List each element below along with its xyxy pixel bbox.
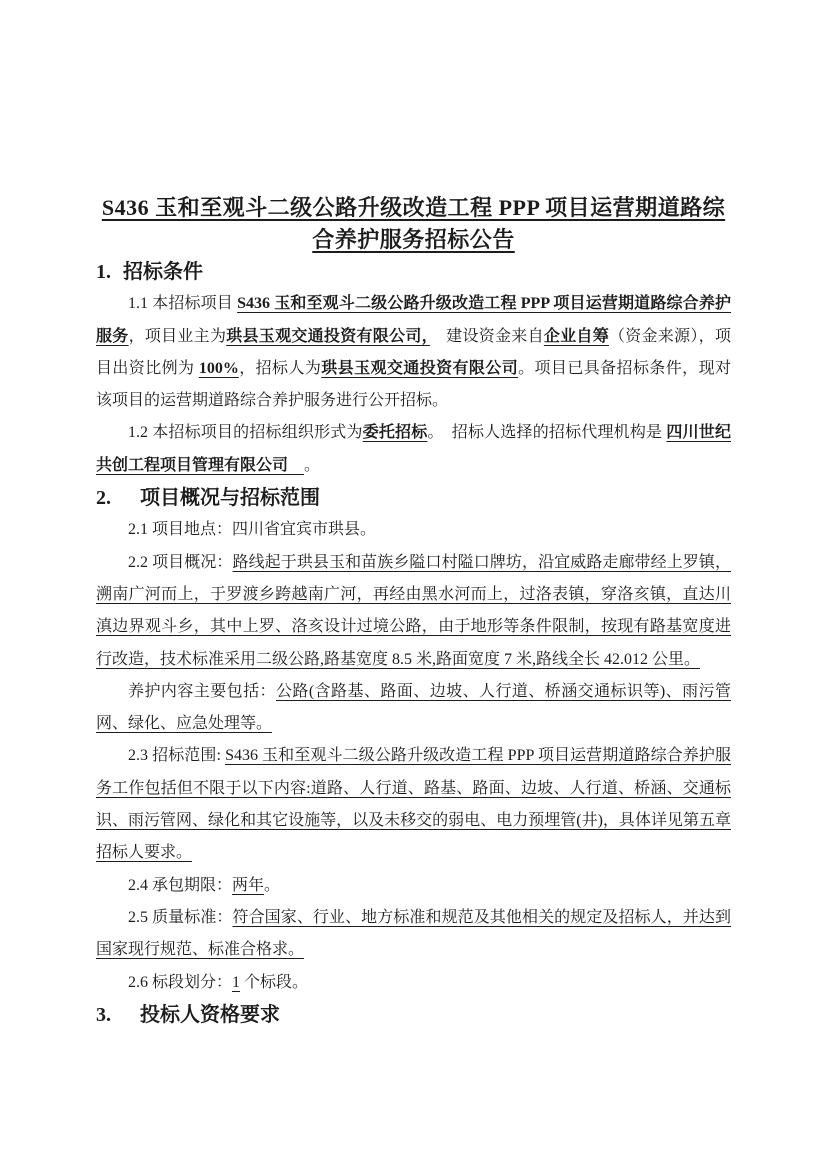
para-2-5 xyxy=(96,902,731,967)
text-run: 珙县玉观交通投资有限公司， xyxy=(226,327,430,345)
text-run: S436 玉和至观斗二级公路升级改造工程 PPP 项目运营期道路综合养护服务工作包括但不限于以下内容:道路、人行道、路基、路面、边坡、人行道、桥涵、交通标识、雨污管网、绿化和其它设施等，以及未移交的弱电、电力预埋管(井)，具体详见第五章招标人要求。 xyxy=(96,747,731,862)
text-run: 珙县玉观交通投资有限公司 xyxy=(321,359,519,377)
heading-3-label: 投标人资格要求 xyxy=(140,1003,280,1026)
text-run: 。 xyxy=(304,456,321,474)
document-title xyxy=(96,192,731,256)
text-run: S436 玉和至观斗二级公路升级改造工程 PPP 项目运营期道路综合养护服务 xyxy=(96,295,731,345)
text-run: 2.3 招标范围: xyxy=(128,747,226,765)
heading-1 xyxy=(96,256,731,288)
text-run: 100% xyxy=(198,359,239,377)
text-run: （资金来源），项目出资比例为 xyxy=(96,327,731,377)
text-run: 委托招标 xyxy=(362,424,428,442)
title-line-1: S436 玉和至观斗二级公路升级改造工程 PPP 项目运营期道路综 xyxy=(101,195,726,220)
text-run: 。 招标人选择的招标代理机构是 xyxy=(427,424,667,442)
text-run: 个标段。 xyxy=(240,973,309,991)
para-1-1 xyxy=(96,288,731,417)
text-run: 2.4 承包期限： xyxy=(128,876,233,894)
heading-2 xyxy=(96,482,731,514)
text-run: 建设资金来自 xyxy=(429,327,544,345)
text-run: 路线起于珙县玉和苗族乡隘口村隘口牌坊，沿宜威路走廊带经上罗镇，溯南广河而上，于罗渡乡跨越南广河，再经由黑水河而上，过洛表镇，穿洛亥镇，直达川滇边界观斗乡，其中上罗、洛亥设计过境公路，由于地形等条件限制，按现有路基宽度进行改造，技术标准采用二级公路,路基宽度 8.5 米,路面宽度 7 米,路线全长 42.012 公里。 xyxy=(96,553,731,668)
text-run: 养护内容主要包括： xyxy=(128,682,276,700)
text-run: 两年 xyxy=(232,876,265,894)
para-2-1 xyxy=(96,514,731,546)
text-run: 2.1 项目地点：四川省宜宾市珙县。 xyxy=(128,521,377,539)
para-2-6 xyxy=(96,967,731,999)
para-1-2 xyxy=(96,417,731,482)
text-run: ，招标人为 xyxy=(238,359,322,377)
text-run: 。 xyxy=(264,876,281,894)
text-run: ，项目业主为 xyxy=(128,327,227,345)
text-run: 1.2 本招标项目的招标组织形式为 xyxy=(128,424,363,442)
text-run: 公路(含路基、路面、边坡、人行道、桥涵交通标识等)、雨污管网、绿化、应急处理等。 xyxy=(96,682,731,733)
text-run: 1.1 本招标项目 xyxy=(128,295,238,313)
para-2-3 xyxy=(96,740,731,869)
text-run: 四川世纪共创工程项目管理有限公司 xyxy=(96,424,731,474)
text-run: 2.2 项目概况： xyxy=(128,553,233,571)
heading-2-number: 2. xyxy=(96,487,111,510)
text-run: 企业自筹 xyxy=(543,327,609,345)
text-run: 1 xyxy=(232,973,241,991)
heading-1-number: 1. xyxy=(96,261,111,283)
text-run: 2.6 标段划分： xyxy=(128,973,233,991)
para-maintenance-scope xyxy=(96,676,731,741)
text-run: 2.5 质量标准： xyxy=(128,908,233,926)
para-2-4 xyxy=(96,870,731,902)
title-line-2: 合养护服务招标公告 xyxy=(312,227,515,252)
heading-1-label: 招标条件 xyxy=(123,261,203,283)
text-run: 符合国家、行业、地方标准和规范及其他相关的规定及招标人，并达到国家现行规范、标准合格求。 xyxy=(96,908,731,959)
heading-2-label: 项目概况与招标范围 xyxy=(140,487,320,510)
heading-3-number: 3. xyxy=(96,1003,111,1026)
para-2-2 xyxy=(96,547,731,676)
heading-3 xyxy=(96,999,731,1031)
document-body xyxy=(96,256,731,1031)
text-run xyxy=(288,457,304,474)
text-run: 。项目已具备招标条件，现对该项目的运营期道路综合养护服务进行公开招标。 xyxy=(96,359,731,410)
